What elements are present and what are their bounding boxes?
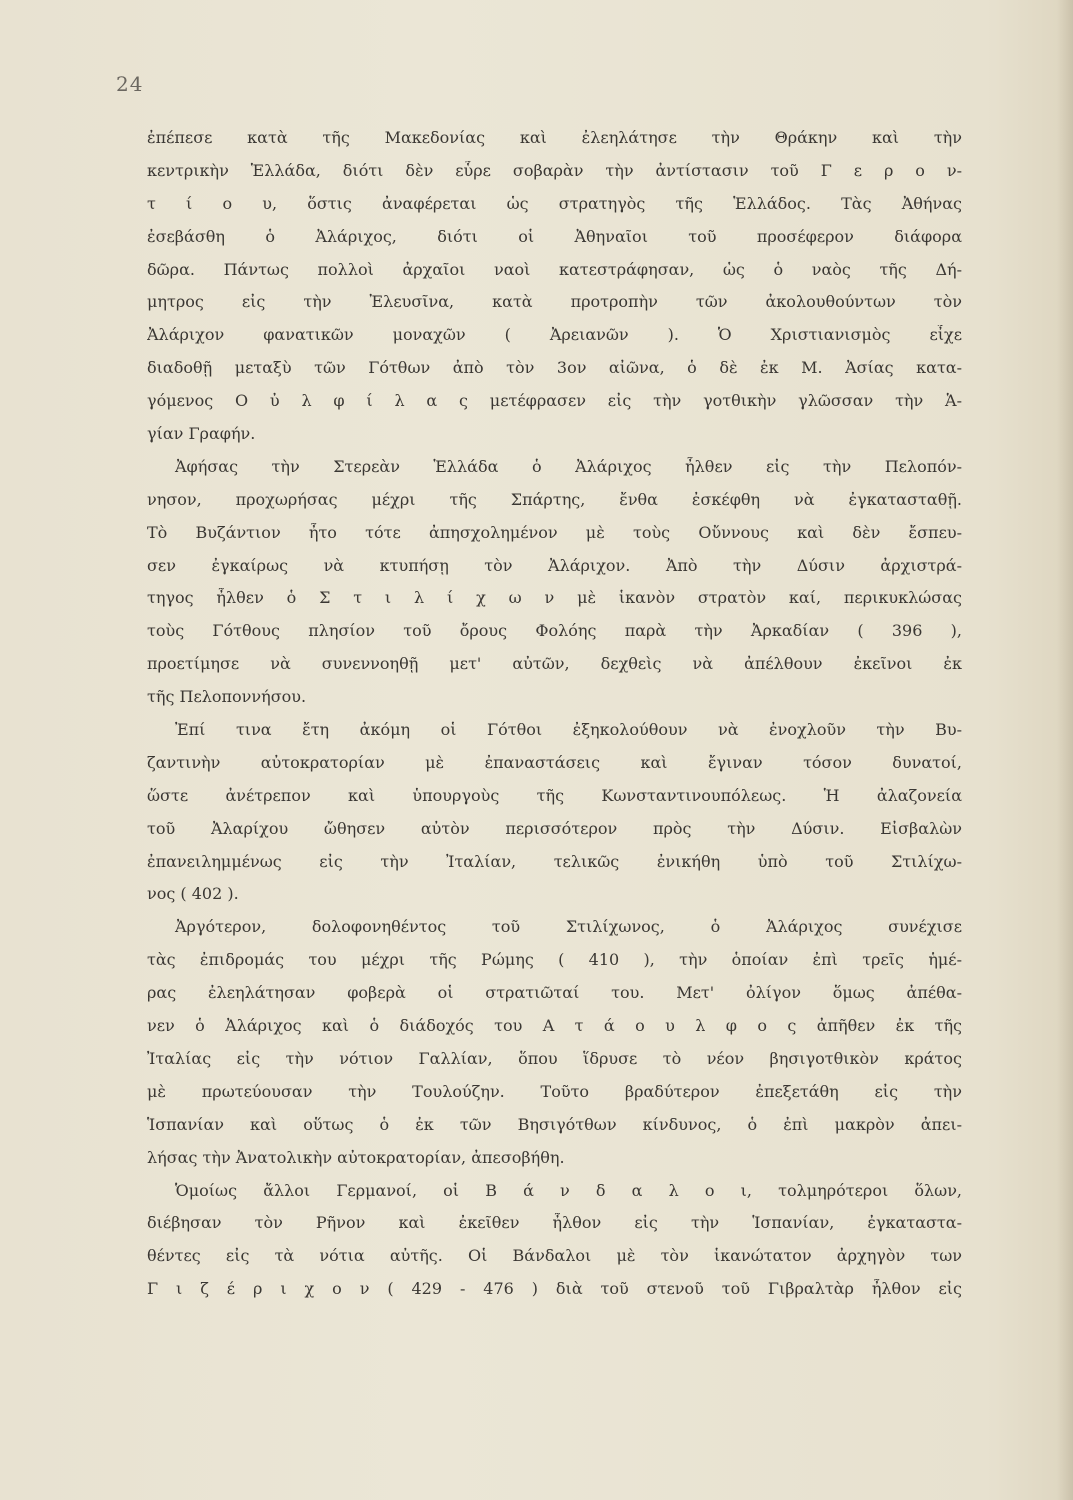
- text-line: Ἀφήσας τὴν Στερεὰν Ἑλλάδα ὁ Ἀλάριχος ἦλθεν εἰς τὴν Πελοπόν-: [175, 456, 962, 476]
- text-line: Ἀλάριχον φανατικῶν μοναχῶν ( Ἀρειανῶν ). Ὁ Χριστιανισμὸς εἶχε: [147, 325, 962, 345]
- text-line: νεν ὁ Ἀλάριχος καὶ ὁ διάδοχός του Α τ ά ο υ λ φ ο ς ἀπῆθεν ἐκ τῆς: [147, 1016, 962, 1036]
- text-line: Γ ι ζ έ ρ ι χ ο ν ( 429 - 476 ) διὰ τοῦ στενοῦ τοῦ Γιβραλτὰρ ἦλθον εἰς: [147, 1279, 962, 1299]
- text-line: προετίμησε νὰ συνεννοηθῇ μετ' αὐτῶν, δεχθεὶς νὰ ἀπέλθουν ἐκεῖνοι ἐκ: [147, 654, 962, 674]
- text-line: Ἐπί τινα ἔτη ἀκόμη οἱ Γότθοι ἐξηκολούθουν νὰ ἐνοχλοῦν τὴν Βυ-: [175, 720, 962, 740]
- text-line: δῶρα. Πάντως πολλοὶ ἀρχαῖοι ναοὶ κατεστράφησαν, ὡς ὁ ναὸς τῆς Δή-: [147, 259, 962, 279]
- text-line: κεντρικὴν Ἑλλάδα, διότι δὲν εὗρε σοβαρὰν τὴν ἀντίστασιν τοῦ Γ ε ρ ο ν-: [147, 160, 962, 180]
- text-line: διέβησαν τὸν Ρῆνον καὶ ἐκεῖθεν ἦλθον εἰς τὴν Ἱσπανίαν, ἐγκαταστα-: [147, 1213, 962, 1233]
- text-line: Ἰταλίας εἰς τὴν νότιον Γαλλίαν, ὅπου ἵδρυσε τὸ νέον βησιγοτθικὸν κράτος: [147, 1048, 962, 1068]
- body-text: [147, 128, 962, 1312]
- text-line: Ἀργότερον, δολοφονηθέντος τοῦ Στιλίχωνος, ὁ Ἀλάριχος συνέχισε: [175, 917, 962, 937]
- text-line: γόμενος Ο ὐ λ φ ί λ α ς μετέφρασεν εἰς τὴν γοτθικὴν γλῶσσαν τὴν Ἁ-: [147, 391, 962, 411]
- text-line: ἐπανειλημμένως εἰς τὴν Ἰταλίαν, τελικῶς ἐνικήθη ὑπὸ τοῦ Στιλίχω-: [147, 851, 962, 871]
- text-line: νησον, προχωρήσας μέχρι τῆς Σπάρτης, ἔνθα ἐσκέφθη νὰ ἐγκατασταθῇ.: [147, 489, 962, 509]
- text-line: μητρος εἰς τὴν Ἐλευσῖνα, κατὰ προτροπὴν τῶν ἀκολουθούντων τὸν: [147, 292, 962, 312]
- text-line: μὲ πρωτεύουσαν τὴν Τουλούζην. Τοῦτο βραδύτερον ἐπεξετάθη εἰς τὴν: [147, 1081, 962, 1101]
- text-line: τῆς Πελοποννήσου.: [147, 687, 307, 707]
- text-line: Ἱσπανίαν καὶ οὕτως ὁ ἐκ τῶν Βησιγότθων κίνδυνος, ὁ ἐπὶ μακρὸν ἀπει-: [147, 1114, 962, 1134]
- page-number: 24: [116, 72, 144, 96]
- text-line: λήσας τὴν Ἀνατολικὴν αὐτοκρατορίαν, ἀπεσοβήθη.: [147, 1147, 565, 1167]
- text-line: τοῦ Ἀλαρίχου ὤθησεν αὐτὸν περισσότερον πρὸς τὴν Δύσιν. Εἰσβαλὼν: [147, 818, 962, 838]
- text-line: ἐπέπεσε κατὰ τῆς Μακεδονίας καὶ ἐλεηλάτησε τὴν Θράκην καὶ τὴν: [147, 128, 962, 147]
- text-line: τηγος ἦλθεν ὁ Σ τ ι λ ί χ ω ν μὲ ἱκανὸν στρατὸν καί, περικυκλώσας: [147, 588, 962, 608]
- page-edge-shadow: [1057, 0, 1073, 1500]
- text-line: σεν ἐγκαίρως νὰ κτυπήσῃ τὸν Ἀλάριχον. Ἀπὸ τὴν Δύσιν ἀρχιστρά-: [147, 555, 962, 575]
- text-line: ὥστε ἀνέτρεπον καὶ ὑπουργοὺς τῆς Κωνσταντινουπόλεως. Ἡ ἀλαζονεία: [147, 785, 962, 805]
- text-line: νος ( 402 ).: [147, 884, 239, 904]
- text-line: τὰς ἐπιδρομάς του μέχρι τῆς Ρώμης ( 410 ), τὴν ὁποίαν ἐπὶ τρεῖς ἡμέ-: [147, 950, 962, 970]
- text-line: διαδοθῇ μεταξὺ τῶν Γότθων ἀπὸ τὸν 3ον αἰῶνα, ὁ δὲ ἐκ Μ. Ἀσίας κατα-: [147, 358, 962, 378]
- text-line: θέντες εἰς τὰ νότια αὐτῆς. Οἱ Βάνδαλοι μὲ τὸν ἱκανώτατον ἀρχηγὸν των: [147, 1246, 962, 1266]
- text-line: ἐσεβάσθη ὁ Ἀλάριχος, διότι οἱ Ἀθηναῖοι τοῦ προσέφερον διάφορα: [147, 226, 962, 246]
- text-line: Ὁμοίως ἄλλοι Γερμανοί, οἱ Β ά ν δ α λ ο ι, τολμηρότεροι ὅλων,: [175, 1180, 962, 1200]
- text-line: Τὸ Βυζάντιον ἦτο τότε ἀπησχολημένον μὲ τοὺς Οὔννους καὶ δὲν ἔσπευ-: [147, 522, 962, 542]
- text-line: τ ί ο υ, ὅστις ἀναφέρεται ὡς στρατηγὸς τῆς Ἑλλάδος. Τὰς Ἀθήνας: [147, 193, 962, 213]
- text-line: γίαν Γραφήν.: [147, 424, 256, 444]
- text-line: ρας ἐλεηλάτησαν φοβερὰ οἱ στρατιῶταί του. Μετ' ὀλίγον ὅμως ἀπέθα-: [147, 983, 962, 1003]
- text-line: ζαντινὴν αὐτοκρατορίαν μὲ ἐπαναστάσεις καὶ ἔγιναν τόσον δυνατοί,: [147, 752, 962, 772]
- text-line: τοὺς Γότθους πλησίον τοῦ ὄρους Φολόης παρὰ τὴν Ἀρκαδίαν ( 396 ),: [147, 621, 962, 641]
